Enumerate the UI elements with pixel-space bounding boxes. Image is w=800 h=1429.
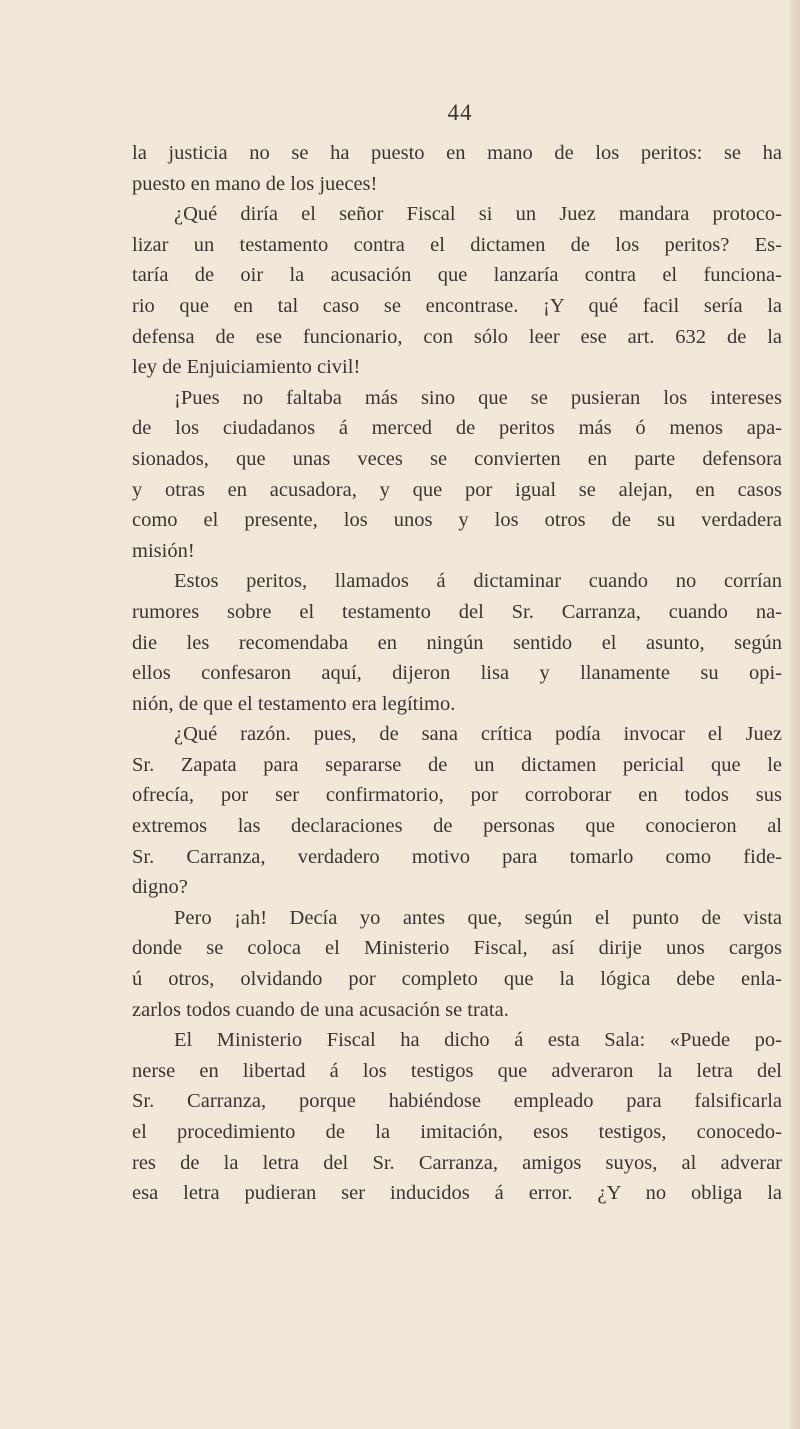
- text-line: Sr. Zapata para separarse de un dictamen pericial que le: [132, 753, 782, 776]
- text-line: el procedimiento de la imitación, esos testigos, conocedo-: [132, 1121, 782, 1143]
- text-line: nerse en libertad á los testigos que adveraron la letra del: [132, 1059, 782, 1082]
- text-line: y otras en acusadora, y que por igual se alejan, en casos: [132, 478, 782, 501]
- page-number: 44: [447, 100, 473, 125]
- text-line: res de la letra del Sr. Carranza, amigos suyos, al adverar: [132, 1151, 782, 1174]
- text-line: defensa de ese funcionario, con sólo leer ese art. 632 de la: [132, 325, 782, 348]
- page-edge: [790, 0, 800, 1429]
- text-line: Estos peritos, llamados á dictaminar cuando no corrían: [174, 570, 782, 593]
- text-line: lizar un testamento contra el dictamen de los peritos? Es-: [132, 233, 782, 256]
- text-line: como el presente, los unos y los otros de su verdadera: [132, 509, 782, 532]
- text-line: donde se coloca el Ministerio Fiscal, así dirije unos cargos: [132, 937, 782, 960]
- text-line: ú otros, olvidando por completo que la lógica debe enla-: [132, 968, 782, 991]
- text-line: de los ciudadanos á merced de peritos más ó menos apa-: [132, 417, 782, 440]
- text-line: rio que en tal caso se encontrase. ¡Y qué facil sería la: [132, 294, 782, 317]
- text-line: taría de oir la acusación que lanzaría contra el funciona-: [132, 264, 782, 287]
- text-line: ¿Qué razón. pues, de sana crítica podía invocar el Juez: [174, 723, 782, 746]
- text-line: Sr. Carranza, porque habiéndose empleado para falsificarla: [132, 1090, 782, 1113]
- text-line: ley de Enjuiciamiento civil!: [132, 356, 361, 379]
- body-text: [132, 138, 782, 1209]
- text-line: Pero ¡ah! Decía yo antes que, según el punto de vista: [174, 906, 782, 929]
- text-line: puesto en mano de los jueces!: [132, 172, 378, 195]
- text-line: digno?: [132, 876, 188, 899]
- text-line: ¡Pues no faltaba más sino que se pusieran los intereses: [174, 386, 782, 409]
- text-line: esa letra pudieran ser inducidos á error. ¿Y no obliga la: [132, 1182, 782, 1205]
- text-line: ¿Qué diría el señor Fiscal si un Juez mandara protoco-: [174, 203, 782, 226]
- text-line: Sr. Carranza, verdadero motivo para tomarlo como fide-: [132, 845, 782, 868]
- text-line: la justicia no se ha puesto en mano de los peritos: se ha: [132, 142, 782, 164]
- text-line: extremos las declaraciones de personas que conocieron al: [132, 815, 782, 838]
- text-line: zarlos todos cuando de una acusación se trata.: [132, 998, 509, 1021]
- text-line: nión, de que el testamento era legítimo.: [132, 692, 456, 715]
- text-line: El Ministerio Fiscal ha dicho á esta Sala: «Puede po-: [174, 1029, 782, 1052]
- text-line: misión!: [132, 539, 195, 562]
- text-line: ellos confesaron aquí, dijeron lisa y llanamente su opi-: [132, 662, 782, 685]
- text-line: die les recomendaba en ningún sentido el asunto, según: [132, 631, 782, 654]
- text-line: rumores sobre el testamento del Sr. Carranza, cuando na-: [132, 600, 782, 623]
- text-line: ofrecía, por ser confirmatorio, por corroborar en todos sus: [132, 784, 782, 807]
- text-line: sionados, que unas veces se convierten en parte defensora: [132, 447, 782, 470]
